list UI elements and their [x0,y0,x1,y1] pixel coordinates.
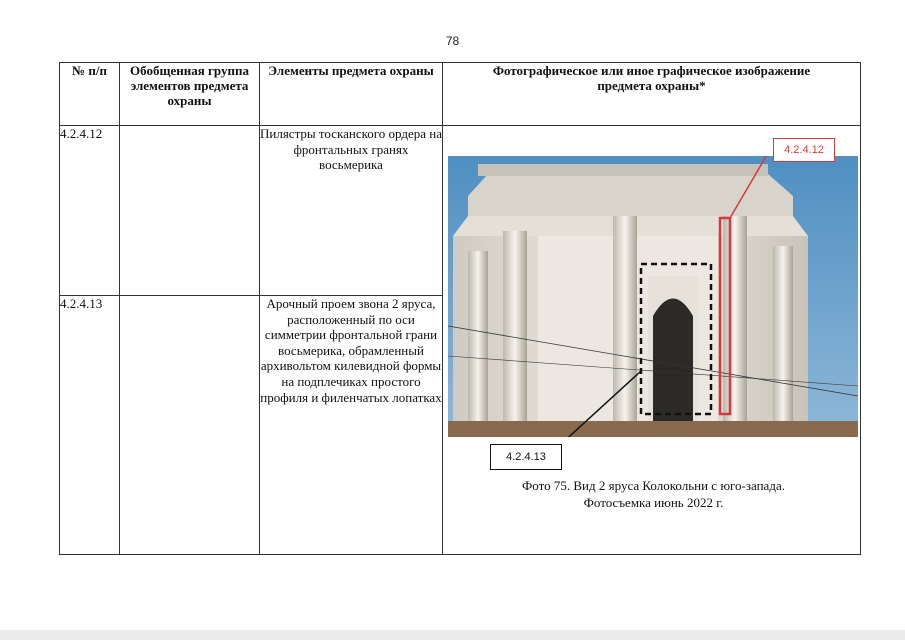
scan-edge [0,630,905,640]
header-group: Обобщенная группа элементов предмета охраны [120,63,260,126]
photo-cell [443,126,861,555]
photo-caption [443,477,864,511]
header-number: № п/п [60,63,120,126]
row-group [120,126,260,296]
row-element: Арочный проем звона 2 яруса, расположенный по оси симметрии фронтальной грани восьмерика, обрамленный архивольтом килевидной формы на подплечиках простого профиля и филенчатых лопатках [260,296,443,555]
row-number: 4.2.4.12 [60,126,120,296]
callout-4-2-4-13: 4.2.4.13 [490,444,562,470]
table-header-row [60,63,861,126]
row-element: Пилястры тосканского ордера на фронтальных гранях восьмерика [260,126,443,296]
bell-tower-photo [448,156,858,437]
row-number: 4.2.4.13 [60,296,120,555]
table-row [60,126,861,296]
page-number: 78 [445,34,460,48]
protection-table [59,62,861,555]
header-image: Фотографическое или иное графическое изображение предмета охраны* [443,63,861,126]
caption-line-1: Фото 75. Вид 2 яруса Колокольни с юго-запада. [522,478,785,493]
row-group [120,296,260,555]
callout-4-2-4-12: 4.2.4.12 [773,138,835,162]
header-elements: Элементы предмета охраны [260,63,443,126]
caption-line-2: Фотосъемка июнь 2022 г. [583,495,724,510]
